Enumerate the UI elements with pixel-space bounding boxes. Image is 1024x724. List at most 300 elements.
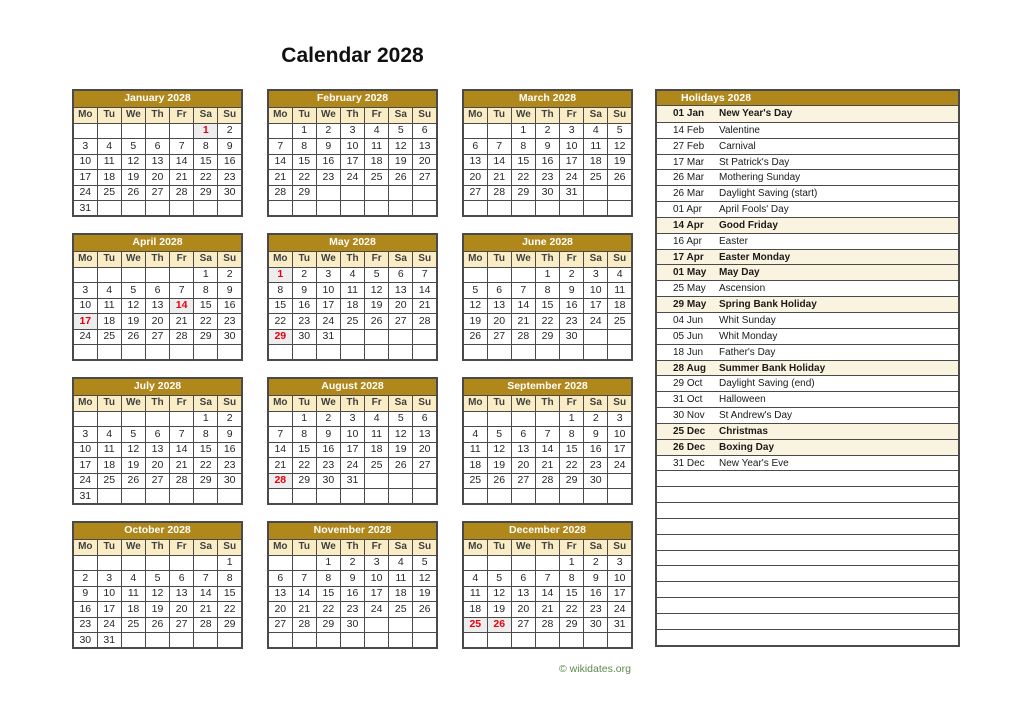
week-row bbox=[73, 617, 242, 633]
month-title: June 2028 bbox=[463, 234, 632, 251]
weekday-label: Sa bbox=[389, 107, 413, 123]
day-cell bbox=[97, 123, 121, 139]
day-cell: 30 bbox=[560, 329, 584, 345]
week-row bbox=[73, 489, 242, 505]
month-title: July 2028 bbox=[73, 378, 242, 395]
day-cell: 21 bbox=[535, 602, 559, 618]
day-cell: 4 bbox=[121, 571, 145, 587]
week-row bbox=[268, 602, 437, 618]
weekday-label: Su bbox=[413, 539, 437, 555]
weekday-label: Fr bbox=[365, 539, 389, 555]
day-cell: 24 bbox=[584, 314, 608, 330]
month-title: May 2028 bbox=[268, 234, 437, 251]
weekday-label: Fr bbox=[560, 251, 584, 267]
day-cell bbox=[413, 633, 437, 649]
day-cell: 26 bbox=[413, 602, 437, 618]
day-cell: 13 bbox=[145, 298, 169, 314]
day-cell: 16 bbox=[535, 154, 559, 170]
day-cell bbox=[170, 555, 194, 571]
day-cell bbox=[608, 185, 632, 201]
holiday-name: Whit Sunday bbox=[719, 314, 776, 326]
day-cell: 31 bbox=[316, 329, 340, 345]
day-cell bbox=[316, 345, 340, 361]
day-cell: 21 bbox=[268, 170, 292, 186]
holiday-row-empty bbox=[657, 550, 958, 566]
holiday-name: New Year's Eve bbox=[719, 457, 789, 469]
day-cell bbox=[463, 267, 487, 283]
day-cell: 24 bbox=[608, 458, 632, 474]
day-cell: 10 bbox=[560, 139, 584, 155]
weekday-label: Th bbox=[145, 395, 169, 411]
month-title: February 2028 bbox=[268, 90, 437, 107]
holiday-row-empty bbox=[657, 470, 958, 486]
weekday-label: Th bbox=[145, 539, 169, 555]
day-cell bbox=[608, 473, 632, 489]
week-row bbox=[268, 586, 437, 602]
day-cell: 22 bbox=[511, 170, 535, 186]
day-cell: 24 bbox=[316, 314, 340, 330]
day-cell: 30 bbox=[218, 329, 242, 345]
day-cell: 5 bbox=[487, 427, 511, 443]
day-cell: 27 bbox=[511, 473, 535, 489]
day-cell: 7 bbox=[268, 139, 292, 155]
weekday-label: Sa bbox=[584, 539, 608, 555]
day-cell bbox=[194, 345, 218, 361]
weekday-label: We bbox=[121, 395, 145, 411]
day-cell bbox=[145, 201, 169, 217]
weekday-label: Mo bbox=[73, 107, 97, 123]
month-title: March 2028 bbox=[463, 90, 632, 107]
day-cell bbox=[316, 489, 340, 505]
weekday-label: Sa bbox=[389, 395, 413, 411]
day-cell bbox=[145, 411, 169, 427]
day-cell: 24 bbox=[97, 617, 121, 633]
day-cell bbox=[340, 633, 364, 649]
holidays-panel bbox=[655, 89, 960, 647]
day-cell: 4 bbox=[97, 427, 121, 443]
holiday-date: 31 Oct bbox=[673, 394, 703, 406]
month-table-august bbox=[267, 377, 438, 505]
holiday-date: 26 Mar bbox=[673, 172, 705, 184]
day-cell: 13 bbox=[487, 298, 511, 314]
day-cell: 9 bbox=[218, 139, 242, 155]
day-cell: 29 bbox=[511, 185, 535, 201]
day-cell bbox=[121, 201, 145, 217]
weekday-label: We bbox=[316, 251, 340, 267]
day-cell: 14 bbox=[170, 442, 194, 458]
day-cell: 1 bbox=[292, 123, 316, 139]
week-row bbox=[463, 267, 632, 283]
day-cell: 23 bbox=[73, 617, 97, 633]
day-cell: 5 bbox=[413, 555, 437, 571]
week-row bbox=[73, 267, 242, 283]
day-cell: 11 bbox=[97, 442, 121, 458]
day-cell bbox=[97, 345, 121, 361]
day-cell: 29 bbox=[316, 617, 340, 633]
weekday-label: Tu bbox=[487, 395, 511, 411]
day-cell: 16 bbox=[316, 442, 340, 458]
holiday-row bbox=[657, 455, 958, 471]
month-table-june bbox=[462, 233, 633, 361]
day-cell bbox=[97, 267, 121, 283]
day-cell: 28 bbox=[170, 473, 194, 489]
weekday-label: We bbox=[121, 539, 145, 555]
day-cell bbox=[560, 345, 584, 361]
day-cell: 3 bbox=[73, 283, 97, 299]
weekday-label: Fr bbox=[365, 395, 389, 411]
day-cell: 16 bbox=[316, 154, 340, 170]
day-cell: 26 bbox=[608, 170, 632, 186]
day-cell: 8 bbox=[535, 283, 559, 299]
footer-credit-link[interactable]: © wikidates.org bbox=[559, 663, 631, 675]
week-row bbox=[73, 123, 242, 139]
day-cell: 31 bbox=[560, 185, 584, 201]
day-cell bbox=[268, 345, 292, 361]
day-cell: 12 bbox=[121, 442, 145, 458]
day-cell: 27 bbox=[463, 185, 487, 201]
weekday-label: Mo bbox=[268, 395, 292, 411]
week-row bbox=[463, 473, 632, 489]
day-cell bbox=[121, 555, 145, 571]
week-row bbox=[73, 170, 242, 186]
day-cell bbox=[145, 633, 169, 649]
day-cell bbox=[535, 489, 559, 505]
day-cell bbox=[413, 617, 437, 633]
day-cell: 20 bbox=[487, 314, 511, 330]
weekday-label: Sa bbox=[584, 251, 608, 267]
day-cell: 3 bbox=[340, 411, 364, 427]
holiday-name: New Year's Day bbox=[719, 108, 793, 119]
week-row bbox=[268, 345, 437, 361]
day-cell: 16 bbox=[218, 298, 242, 314]
weekday-label: Fr bbox=[170, 539, 194, 555]
month-table-november bbox=[267, 521, 438, 649]
day-cell: 13 bbox=[170, 586, 194, 602]
day-cell: 28 bbox=[535, 617, 559, 633]
day-cell bbox=[608, 345, 632, 361]
weekday-label: Su bbox=[218, 251, 242, 267]
holiday-row bbox=[657, 185, 958, 201]
week-row bbox=[73, 154, 242, 170]
day-cell: 24 bbox=[365, 602, 389, 618]
day-cell: 21 bbox=[487, 170, 511, 186]
day-cell: 11 bbox=[608, 283, 632, 299]
day-cell bbox=[584, 345, 608, 361]
day-cell: 10 bbox=[73, 442, 97, 458]
day-cell: 4 bbox=[463, 427, 487, 443]
day-cell: 15 bbox=[292, 442, 316, 458]
day-cell: 6 bbox=[487, 283, 511, 299]
weekday-label: Sa bbox=[389, 251, 413, 267]
day-cell: 6 bbox=[145, 283, 169, 299]
day-cell bbox=[535, 201, 559, 217]
day-cell: 8 bbox=[194, 283, 218, 299]
day-cell bbox=[73, 555, 97, 571]
week-row bbox=[73, 586, 242, 602]
weekday-label: Th bbox=[340, 107, 364, 123]
day-cell bbox=[389, 489, 413, 505]
holiday-name: April Fools' Day bbox=[719, 204, 789, 216]
day-cell: 5 bbox=[121, 139, 145, 155]
day-cell: 15 bbox=[535, 298, 559, 314]
holiday-name: Easter Monday bbox=[719, 251, 791, 263]
week-row bbox=[463, 201, 632, 217]
day-cell: 17 bbox=[608, 586, 632, 602]
holiday-name: Carnival bbox=[719, 140, 756, 152]
day-cell: 25 bbox=[97, 185, 121, 201]
holiday-row bbox=[657, 169, 958, 185]
week-row bbox=[463, 345, 632, 361]
day-cell bbox=[121, 633, 145, 649]
day-cell bbox=[487, 555, 511, 571]
day-cell: 3 bbox=[365, 555, 389, 571]
day-cell: 12 bbox=[389, 427, 413, 443]
month-title: September 2028 bbox=[463, 378, 632, 395]
day-cell bbox=[340, 489, 364, 505]
day-cell: 3 bbox=[340, 123, 364, 139]
day-cell: 15 bbox=[194, 442, 218, 458]
day-cell: 31 bbox=[73, 489, 97, 505]
day-cell: 3 bbox=[316, 267, 340, 283]
day-cell bbox=[365, 617, 389, 633]
day-cell: 20 bbox=[145, 314, 169, 330]
day-cell: 4 bbox=[584, 123, 608, 139]
week-row bbox=[463, 586, 632, 602]
day-cell: 25 bbox=[608, 314, 632, 330]
week-row bbox=[463, 154, 632, 170]
day-cell: 26 bbox=[121, 473, 145, 489]
day-cell bbox=[145, 555, 169, 571]
holiday-row-empty bbox=[657, 534, 958, 550]
month-table-december bbox=[462, 521, 633, 649]
day-cell bbox=[511, 555, 535, 571]
day-cell: 12 bbox=[487, 586, 511, 602]
day-cell: 1 bbox=[535, 267, 559, 283]
day-cell: 19 bbox=[487, 602, 511, 618]
day-cell bbox=[463, 489, 487, 505]
day-cell: 10 bbox=[340, 139, 364, 155]
weekday-label: Th bbox=[340, 395, 364, 411]
day-cell: 11 bbox=[365, 139, 389, 155]
day-cell: 2 bbox=[73, 571, 97, 587]
week-row bbox=[73, 571, 242, 587]
weekday-label: Th bbox=[145, 107, 169, 123]
day-cell: 13 bbox=[145, 442, 169, 458]
day-cell bbox=[584, 201, 608, 217]
weekday-label: Su bbox=[608, 251, 632, 267]
day-cell bbox=[608, 633, 632, 649]
day-cell: 17 bbox=[584, 298, 608, 314]
day-cell: 18 bbox=[463, 602, 487, 618]
holiday-row bbox=[657, 344, 958, 360]
day-cell bbox=[194, 633, 218, 649]
day-cell bbox=[463, 123, 487, 139]
day-cell: 24 bbox=[73, 329, 97, 345]
day-cell bbox=[413, 489, 437, 505]
month-table-february bbox=[267, 89, 438, 217]
holiday-name: Spring Bank Holiday bbox=[719, 299, 817, 311]
weekday-label: We bbox=[316, 539, 340, 555]
day-cell: 29 bbox=[292, 185, 316, 201]
day-cell bbox=[560, 201, 584, 217]
day-cell bbox=[268, 123, 292, 139]
day-cell: 22 bbox=[268, 314, 292, 330]
day-cell bbox=[194, 489, 218, 505]
day-cell bbox=[535, 411, 559, 427]
day-cell bbox=[97, 411, 121, 427]
holiday-row bbox=[657, 312, 958, 328]
day-cell: 9 bbox=[584, 427, 608, 443]
holiday-row bbox=[657, 360, 958, 376]
day-cell: 1 bbox=[511, 123, 535, 139]
day-cell: 14 bbox=[511, 298, 535, 314]
day-cell: 25 bbox=[463, 473, 487, 489]
weekday-label: Tu bbox=[292, 251, 316, 267]
day-cell: 11 bbox=[365, 427, 389, 443]
day-cell bbox=[170, 633, 194, 649]
day-cell bbox=[170, 489, 194, 505]
day-cell: 6 bbox=[463, 139, 487, 155]
day-cell bbox=[413, 473, 437, 489]
weekday-label: Mo bbox=[268, 107, 292, 123]
weekday-label: Sa bbox=[389, 539, 413, 555]
day-cell: 1 bbox=[316, 555, 340, 571]
day-cell: 8 bbox=[292, 139, 316, 155]
day-cell: 19 bbox=[389, 154, 413, 170]
day-cell: 22 bbox=[292, 458, 316, 474]
day-cell: 6 bbox=[145, 139, 169, 155]
day-cell: 25 bbox=[340, 314, 364, 330]
day-cell: 10 bbox=[340, 427, 364, 443]
day-cell bbox=[73, 267, 97, 283]
day-cell: 8 bbox=[268, 283, 292, 299]
holiday-row-empty bbox=[657, 565, 958, 581]
day-cell bbox=[121, 123, 145, 139]
holiday-row bbox=[657, 122, 958, 138]
day-cell: 28 bbox=[194, 617, 218, 633]
day-cell: 16 bbox=[292, 298, 316, 314]
day-cell: 29 bbox=[560, 473, 584, 489]
day-cell bbox=[511, 267, 535, 283]
week-row bbox=[268, 633, 437, 649]
day-cell bbox=[487, 345, 511, 361]
day-cell: 24 bbox=[560, 170, 584, 186]
day-cell: 18 bbox=[389, 586, 413, 602]
weekday-label: Fr bbox=[560, 395, 584, 411]
day-cell: 9 bbox=[218, 427, 242, 443]
day-cell: 30 bbox=[316, 473, 340, 489]
day-cell: 23 bbox=[218, 314, 242, 330]
day-cell: 20 bbox=[413, 154, 437, 170]
holiday-row bbox=[657, 249, 958, 265]
week-row bbox=[268, 185, 437, 201]
day-cell: 13 bbox=[463, 154, 487, 170]
holiday-name: May Day bbox=[719, 267, 760, 279]
holiday-name: Good Friday bbox=[719, 219, 778, 231]
month-title: January 2028 bbox=[73, 90, 242, 107]
holiday-row-empty bbox=[657, 629, 958, 645]
day-cell bbox=[170, 411, 194, 427]
day-cell: 9 bbox=[316, 427, 340, 443]
holiday-name: Whit Monday bbox=[719, 330, 778, 342]
holiday-date: 25 May bbox=[673, 283, 706, 295]
day-cell bbox=[463, 201, 487, 217]
weekday-label: We bbox=[511, 107, 535, 123]
week-row bbox=[463, 617, 632, 633]
day-cell: 25 bbox=[97, 473, 121, 489]
holiday-row-empty bbox=[657, 502, 958, 518]
day-cell: 7 bbox=[413, 267, 437, 283]
day-cell: 2 bbox=[584, 555, 608, 571]
month-table-january bbox=[72, 89, 243, 217]
day-cell bbox=[365, 185, 389, 201]
day-cell: 18 bbox=[340, 298, 364, 314]
holidays-rows bbox=[655, 106, 960, 647]
day-cell: 2 bbox=[218, 411, 242, 427]
day-cell: 15 bbox=[560, 442, 584, 458]
day-cell: 9 bbox=[584, 571, 608, 587]
month-table-september bbox=[462, 377, 633, 505]
weekday-label: Mo bbox=[73, 395, 97, 411]
day-cell bbox=[292, 201, 316, 217]
day-cell: 10 bbox=[97, 586, 121, 602]
day-cell: 17 bbox=[608, 442, 632, 458]
day-cell bbox=[365, 633, 389, 649]
day-cell bbox=[608, 329, 632, 345]
day-cell: 23 bbox=[535, 170, 559, 186]
day-cell bbox=[487, 633, 511, 649]
day-cell: 25 bbox=[365, 458, 389, 474]
day-cell: 17 bbox=[365, 586, 389, 602]
day-cell: 23 bbox=[218, 458, 242, 474]
day-cell: 7 bbox=[170, 283, 194, 299]
day-cell: 5 bbox=[121, 427, 145, 443]
day-cell bbox=[97, 489, 121, 505]
week-row bbox=[268, 267, 437, 283]
holiday-name: Daylight Saving (end) bbox=[719, 378, 815, 390]
holiday-row bbox=[657, 217, 958, 233]
month-title: April 2028 bbox=[73, 234, 242, 251]
day-cell: 18 bbox=[97, 314, 121, 330]
day-cell: 17 bbox=[340, 442, 364, 458]
holiday-name: Summer Bank Holiday bbox=[719, 362, 826, 374]
day-cell bbox=[73, 411, 97, 427]
week-row bbox=[463, 555, 632, 571]
day-cell: 24 bbox=[73, 185, 97, 201]
day-cell bbox=[121, 345, 145, 361]
day-cell bbox=[389, 345, 413, 361]
day-cell: 18 bbox=[463, 458, 487, 474]
day-cell bbox=[316, 201, 340, 217]
day-cell bbox=[97, 555, 121, 571]
day-cell: 23 bbox=[340, 602, 364, 618]
day-cell bbox=[365, 489, 389, 505]
day-cell: 15 bbox=[560, 586, 584, 602]
day-cell: 14 bbox=[268, 442, 292, 458]
day-cell bbox=[268, 633, 292, 649]
day-cell: 28 bbox=[170, 185, 194, 201]
day-cell bbox=[413, 345, 437, 361]
day-cell: 5 bbox=[365, 267, 389, 283]
day-cell: 26 bbox=[463, 329, 487, 345]
day-cell: 8 bbox=[560, 427, 584, 443]
day-cell: 23 bbox=[316, 458, 340, 474]
day-cell bbox=[608, 489, 632, 505]
day-cell: 21 bbox=[413, 298, 437, 314]
week-row bbox=[463, 571, 632, 587]
week-row bbox=[268, 458, 437, 474]
week-row bbox=[463, 489, 632, 505]
